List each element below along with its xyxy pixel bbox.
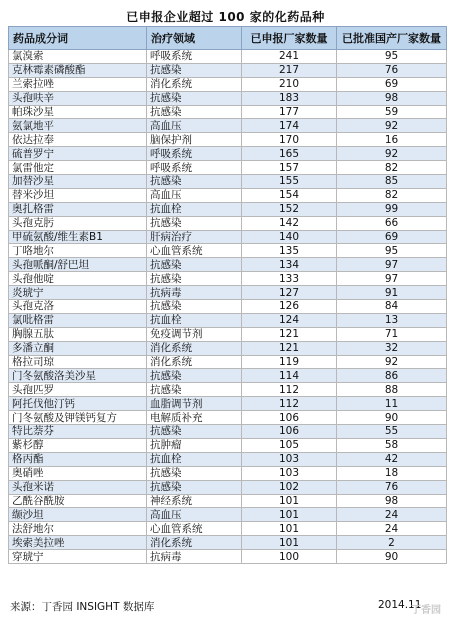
- cell-therapeutic-area: 血脂调节剂: [147, 397, 242, 411]
- table-row: [9, 397, 447, 411]
- cell-approved-count: 99: [337, 202, 447, 216]
- cell-approved-count: 76: [337, 63, 447, 77]
- cell-therapeutic-area: 心血管系统: [147, 244, 242, 258]
- cell-therapeutic-area: 抗感染: [147, 175, 242, 189]
- table-row: [9, 411, 447, 425]
- cell-therapeutic-area: 心血管系统: [147, 522, 242, 536]
- cell-approved-count: 98: [337, 494, 447, 508]
- cell-therapeutic-area: 抗感染: [147, 91, 242, 105]
- cell-drug-name: 头孢他啶: [9, 272, 147, 286]
- cell-therapeutic-area: 抗感染: [147, 466, 242, 480]
- cell-applicant-count: 133: [242, 272, 337, 286]
- table-row: [9, 300, 447, 314]
- table-row: [9, 355, 447, 369]
- cell-approved-count: 86: [337, 369, 447, 383]
- cell-therapeutic-area: 抗感染: [147, 383, 242, 397]
- cell-applicant-count: 142: [242, 216, 337, 230]
- table-row: [9, 133, 447, 147]
- cell-approved-count: 71: [337, 327, 447, 341]
- cell-approved-count: 92: [337, 147, 447, 161]
- cell-applicant-count: 112: [242, 383, 337, 397]
- cell-applicant-count: 155: [242, 175, 337, 189]
- table-row: [9, 188, 447, 202]
- table-row: [9, 313, 447, 327]
- cell-approved-count: 59: [337, 105, 447, 119]
- cell-drug-name: 格丙酯: [9, 452, 147, 466]
- cell-therapeutic-area: 高血压: [147, 508, 242, 522]
- cell-applicant-count: 102: [242, 480, 337, 494]
- cell-drug-name: 头孢克肟: [9, 216, 147, 230]
- cell-therapeutic-area: 呼吸系统: [147, 161, 242, 175]
- table-row: [9, 480, 447, 494]
- table-row: [9, 63, 447, 77]
- table-row: [9, 119, 447, 133]
- cell-applicant-count: 127: [242, 286, 337, 300]
- cell-approved-count: 82: [337, 188, 447, 202]
- table-row: [9, 230, 447, 244]
- table-row: [9, 522, 447, 536]
- cell-drug-name: 门冬氨酸洛美沙星: [9, 369, 147, 383]
- cell-drug-name: 紫杉醇: [9, 438, 147, 452]
- cell-applicant-count: 152: [242, 202, 337, 216]
- table-row: [9, 175, 447, 189]
- table-row: [9, 77, 447, 91]
- table-row: [9, 508, 447, 522]
- header-row: [9, 27, 447, 50]
- cell-therapeutic-area: 抗感染: [147, 216, 242, 230]
- cell-drug-name: 帕珠沙星: [9, 105, 147, 119]
- table-row: [9, 216, 447, 230]
- cell-applicant-count: 106: [242, 411, 337, 425]
- cell-approved-count: 90: [337, 550, 447, 564]
- cell-drug-name: 硫普罗宁: [9, 147, 147, 161]
- table-row: [9, 536, 447, 550]
- cell-applicant-count: 217: [242, 63, 337, 77]
- cell-drug-name: 头孢匹罗: [9, 383, 147, 397]
- cell-drug-name: 氯吡格雷: [9, 313, 147, 327]
- table-row: [9, 425, 447, 439]
- watermark-logo: 丁香园: [411, 605, 441, 616]
- table-row: [9, 383, 447, 397]
- cell-therapeutic-area: 抗血栓: [147, 313, 242, 327]
- cell-therapeutic-area: 免疫调节剂: [147, 327, 242, 341]
- cell-therapeutic-area: 抗感染: [147, 258, 242, 272]
- cell-approved-count: 84: [337, 300, 447, 314]
- cell-approved-count: 92: [337, 355, 447, 369]
- table-row: [9, 550, 447, 564]
- cell-applicant-count: 119: [242, 355, 337, 369]
- cell-drug-name: 甲硫氨酸/维生素B1: [9, 230, 147, 244]
- table-row: [9, 327, 447, 341]
- cell-approved-count: 91: [337, 286, 447, 300]
- cell-applicant-count: 183: [242, 91, 337, 105]
- cell-therapeutic-area: 高血压: [147, 188, 242, 202]
- cell-drug-name: 胸腺五肽: [9, 327, 147, 341]
- table-row: [9, 466, 447, 480]
- cell-approved-count: 69: [337, 230, 447, 244]
- cell-approved-count: 42: [337, 452, 447, 466]
- cell-approved-count: 95: [337, 50, 447, 64]
- cell-applicant-count: 112: [242, 397, 337, 411]
- cell-applicant-count: 103: [242, 452, 337, 466]
- cell-therapeutic-area: 抗病毒: [147, 286, 242, 300]
- cell-approved-count: 66: [337, 216, 447, 230]
- cell-drug-name: 阿托伐他汀钙: [9, 397, 147, 411]
- table-row: [9, 452, 447, 466]
- cell-applicant-count: 121: [242, 327, 337, 341]
- cell-therapeutic-area: 抗血栓: [147, 202, 242, 216]
- cell-approved-count: 2: [337, 536, 447, 550]
- cell-drug-name: 头孢米诺: [9, 480, 147, 494]
- cell-drug-name: 丁咯地尔: [9, 244, 147, 258]
- cell-approved-count: 97: [337, 272, 447, 286]
- cell-drug-name: 门冬氨酸及钾镁钙复方: [9, 411, 147, 425]
- cell-applicant-count: 135: [242, 244, 337, 258]
- cell-applicant-count: 165: [242, 147, 337, 161]
- cell-approved-count: 24: [337, 508, 447, 522]
- cell-applicant-count: 101: [242, 494, 337, 508]
- cell-applicant-count: 101: [242, 536, 337, 550]
- cell-applicant-count: 170: [242, 133, 337, 147]
- cell-therapeutic-area: 抗感染: [147, 105, 242, 119]
- page-title: 已申报企业超过 100 家的化药品种: [126, 10, 325, 24]
- cell-therapeutic-area: 抗血栓: [147, 452, 242, 466]
- cell-applicant-count: 100: [242, 550, 337, 564]
- col-header-therapeutic-area: 治疗领域: [147, 27, 242, 50]
- cell-drug-name: 加替沙星: [9, 175, 147, 189]
- col-header-applicant-count: 已申报厂家数量: [242, 27, 337, 50]
- table-header: [9, 27, 447, 50]
- cell-drug-name: 乙酰谷酰胺: [9, 494, 147, 508]
- cell-therapeutic-area: 抗感染: [147, 300, 242, 314]
- cell-drug-name: 格拉司琼: [9, 355, 147, 369]
- cell-drug-name: 缬沙坦: [9, 508, 147, 522]
- cell-drug-name: 奥扎格雷: [9, 202, 147, 216]
- cell-therapeutic-area: 抗感染: [147, 425, 242, 439]
- cell-therapeutic-area: 消化系统: [147, 77, 242, 91]
- col-header-approved-count: 已批准国产厂家数量: [337, 27, 447, 50]
- table-body: [9, 50, 447, 564]
- cell-approved-count: 11: [337, 397, 447, 411]
- cell-therapeutic-area: 抗感染: [147, 272, 242, 286]
- cell-drug-name: 头孢克洛: [9, 300, 147, 314]
- cell-drug-name: 兰索拉唑: [9, 77, 147, 91]
- cell-applicant-count: 124: [242, 313, 337, 327]
- cell-therapeutic-area: 消化系统: [147, 536, 242, 550]
- cell-drug-name: 氨氯地平: [9, 119, 147, 133]
- cell-therapeutic-area: 脑保护剂: [147, 133, 242, 147]
- cell-approved-count: 92: [337, 119, 447, 133]
- cell-drug-name: 氯雷他定: [9, 161, 147, 175]
- cell-approved-count: 58: [337, 438, 447, 452]
- cell-applicant-count: 157: [242, 161, 337, 175]
- col-header-drug-name: 药品成分词: [9, 27, 147, 50]
- cell-applicant-count: 210: [242, 77, 337, 91]
- cell-approved-count: 76: [337, 480, 447, 494]
- cell-applicant-count: 140: [242, 230, 337, 244]
- table-row: [9, 91, 447, 105]
- cell-drug-name: 替米沙坦: [9, 188, 147, 202]
- cell-applicant-count: 126: [242, 300, 337, 314]
- cell-approved-count: 32: [337, 341, 447, 355]
- table-row: [9, 369, 447, 383]
- cell-therapeutic-area: 消化系统: [147, 341, 242, 355]
- cell-approved-count: 13: [337, 313, 447, 327]
- table-row: [9, 438, 447, 452]
- cell-approved-count: 90: [337, 411, 447, 425]
- cell-therapeutic-area: 呼吸系统: [147, 50, 242, 64]
- cell-approved-count: 95: [337, 244, 447, 258]
- cell-applicant-count: 121: [242, 341, 337, 355]
- cell-drug-name: 头孢哌酮/舒巴坦: [9, 258, 147, 272]
- cell-therapeutic-area: 肝病治疗: [147, 230, 242, 244]
- cell-applicant-count: 154: [242, 188, 337, 202]
- cell-drug-name: 埃索美拉唑: [9, 536, 147, 550]
- cell-applicant-count: 177: [242, 105, 337, 119]
- cell-drug-name: 炎琥宁: [9, 286, 147, 300]
- cell-approved-count: 98: [337, 91, 447, 105]
- table-row: [9, 50, 447, 64]
- cell-drug-name: 头孢呋辛: [9, 91, 147, 105]
- cell-applicant-count: 174: [242, 119, 337, 133]
- cell-applicant-count: 241: [242, 50, 337, 64]
- cell-applicant-count: 103: [242, 466, 337, 480]
- cell-applicant-count: 134: [242, 258, 337, 272]
- cell-drug-name: 特比萘芬: [9, 425, 147, 439]
- cell-therapeutic-area: 抗病毒: [147, 550, 242, 564]
- cell-therapeutic-area: 呼吸系统: [147, 147, 242, 161]
- cell-approved-count: 69: [337, 77, 447, 91]
- cell-therapeutic-area: 抗感染: [147, 480, 242, 494]
- cell-approved-count: 82: [337, 161, 447, 175]
- cell-applicant-count: 101: [242, 522, 337, 536]
- source-note: 来源：丁香园 INSIGHT 数据库: [10, 601, 155, 613]
- cell-approved-count: 88: [337, 383, 447, 397]
- cell-approved-count: 16: [337, 133, 447, 147]
- table-row: [9, 244, 447, 258]
- cell-drug-name: 法舒地尔: [9, 522, 147, 536]
- cell-approved-count: 55: [337, 425, 447, 439]
- table-row: [9, 202, 447, 216]
- table-row: [9, 161, 447, 175]
- table-row: [9, 105, 447, 119]
- table-row: [9, 258, 447, 272]
- table-row: [9, 272, 447, 286]
- cell-approved-count: 24: [337, 522, 447, 536]
- cell-drug-name: 穿琥宁: [9, 550, 147, 564]
- cell-therapeutic-area: 消化系统: [147, 355, 242, 369]
- cell-approved-count: 97: [337, 258, 447, 272]
- cell-therapeutic-area: 抗感染: [147, 369, 242, 383]
- cell-approved-count: 18: [337, 466, 447, 480]
- drug-table: [8, 26, 447, 564]
- cell-therapeutic-area: 高血压: [147, 119, 242, 133]
- cell-drug-name: 多潘立酮: [9, 341, 147, 355]
- cell-applicant-count: 114: [242, 369, 337, 383]
- cell-therapeutic-area: 电解质补充: [147, 411, 242, 425]
- cell-approved-count: 85: [337, 175, 447, 189]
- cell-drug-name: 奥硝唑: [9, 466, 147, 480]
- table-row: [9, 147, 447, 161]
- cell-applicant-count: 106: [242, 425, 337, 439]
- date-note: 2014.11: [378, 599, 422, 611]
- cell-therapeutic-area: 抗感染: [147, 63, 242, 77]
- cell-applicant-count: 101: [242, 508, 337, 522]
- cell-drug-name: 克林霉素磷酸酯: [9, 63, 147, 77]
- cell-applicant-count: 105: [242, 438, 337, 452]
- table-row: [9, 494, 447, 508]
- cell-therapeutic-area: 神经系统: [147, 494, 242, 508]
- table-row: [9, 341, 447, 355]
- cell-drug-name: 依达拉奉: [9, 133, 147, 147]
- cell-drug-name: 氯溴索: [9, 50, 147, 64]
- table-row: [9, 286, 447, 300]
- cell-therapeutic-area: 抗肿瘤: [147, 438, 242, 452]
